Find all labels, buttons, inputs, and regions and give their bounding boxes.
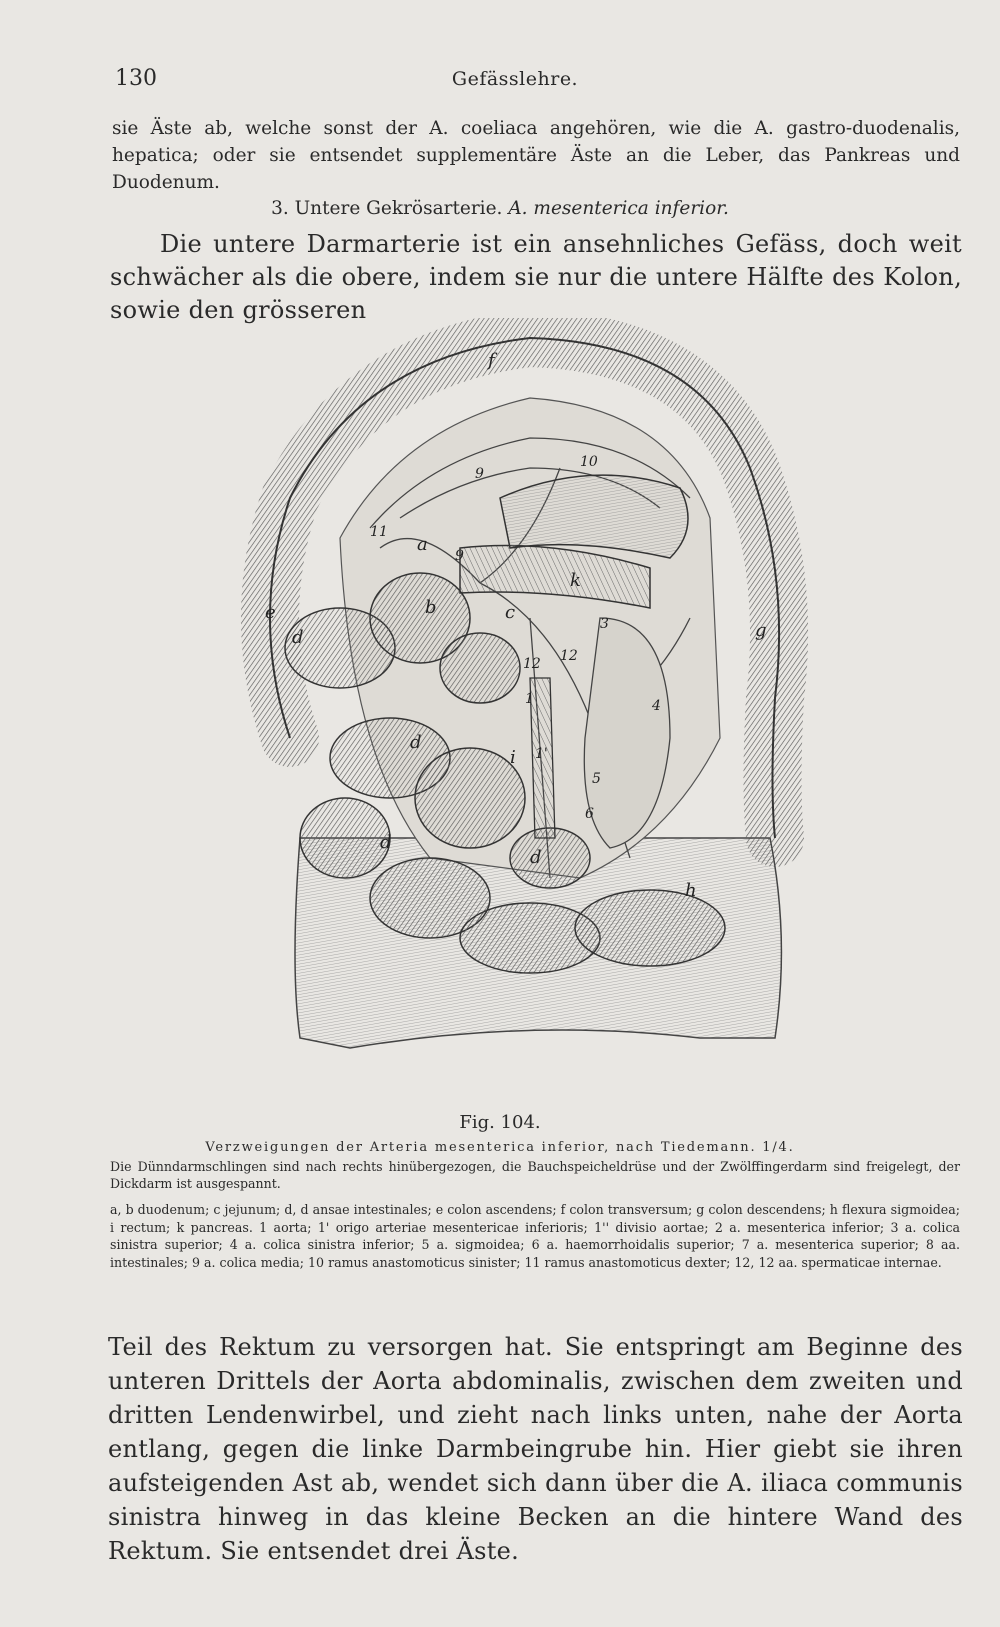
intro-paragraph: sie Äste ab, welche sonst der A. coeliaca angehören, wie die A. gastro-duodenalis, hepatica; oder sie entsendet supplementäre Äste an die Leber, das Pankreas und Duodenum. [112,118,960,193]
label-9-lower: 9 [455,548,464,564]
upper-organ [500,475,688,558]
label-k: k [570,570,581,591]
label-4: 4 [652,698,661,714]
section-latin-name: A. mesenterica inferior. [508,198,729,219]
section-heading [0,198,1000,219]
label-3: 3 [600,616,609,632]
label-d-1: d [292,627,304,648]
label-c: c [505,602,516,623]
label-11: 11 [370,524,388,540]
label-10: 10 [580,454,598,470]
label-i: i [510,747,516,768]
label-12-b: 12 [560,648,578,664]
label-9-upper: 9 [475,466,484,482]
label-f: f [488,350,495,371]
page-header [115,66,915,96]
figure-number: Fig. 104. [459,1112,541,1133]
running-head: Gefässlehre. [451,68,579,90]
label-e: e [265,602,276,623]
figure-caption-title: Verzweigungen der Arteria mesenterica inferior, nach Tiedemann. 1/4. [205,1140,795,1155]
intestine-engraving [230,318,830,1078]
label-d-2: d [410,732,422,753]
label-d-3: d [380,832,392,853]
figure-caption-body: Die Dünndarmschlingen sind nach rechts hinübergezogen, die Bauchspeicheldrüse und der Zwölffingerdarm sind freigelegt, der Dickdarm ist ausgespannt. [110,1159,960,1191]
figure-legend: a, b duodenum; c jejunum; d, d ansae intestinales; e colon ascendens; f colon transversum; g colon descendens; h flexura sigmoidea; i rectum; k pancreas. 1 aorta; 1' origo arteriae mesentericae inferioris; 1'' divisio aortae; 2 a. mesenterica inferior; 3 a. colica sinistra superior; 4 a. colica sinistra inferior; 5 a. sigmoidea; 6 a. haemorrhoidalis superior; 7 a. mesenterica superior; 8 aa. intestinales; 9 a. colica media; 10 ramus anastomoticus sinister; 11 ramus anastomoticus dexter; 12, 12 aa. spermaticae internae. [110,1202,960,1270]
label-g: g [755,620,767,641]
label-a: a [417,534,428,555]
page-number: 130 [115,66,157,91]
label-5: 5 [592,771,601,787]
label-12-a: 12 [523,656,541,672]
label-d-4: d [530,847,542,868]
label-b: b [425,597,437,618]
label-6: 6 [585,806,594,822]
label-1-prime: 1' [535,746,548,762]
label-h: h [685,880,697,901]
body-paragraph-2: Teil des Rektum zu versorgen hat. Sie entspringt am Beginne des unteren Drittels der Aorta abdominalis, zwischen dem zweiten und dritten Lendenwirbel, und zieht nach links unten, nahe der Aorta entlang, gegen die linke Darmbeingrube hin. Hier giebt sie ihren aufsteigenden Ast ab, wendet sich dann über die A. iliaca communis sinistra hinweg in das kleine Becken an die hintere Wand des Rektum. Sie entsendet drei Äste. [108,1333,963,1565]
anatomical-illustration [230,318,830,1078]
label-1: 1 [525,691,534,707]
section-title: 3. Untere Gekrösarterie. [271,198,503,219]
body-paragraph-1: Die untere Darmarterie ist ein ansehnliches Gefäss, doch weit schwächer als die obere, indem sie nur die untere Hälfte des Kolon, sowie den grösseren [110,230,962,324]
